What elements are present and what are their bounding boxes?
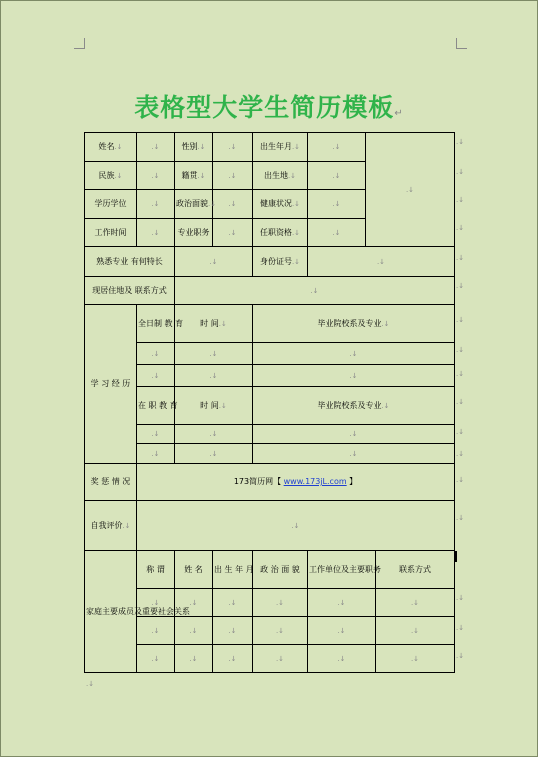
row-end-mark: .↓ xyxy=(456,450,465,458)
fulltime-1-time[interactable]: .↓ xyxy=(175,343,253,365)
value-political-status[interactable]: .↓ xyxy=(213,190,253,219)
family-2-contact[interactable]: .↓ xyxy=(376,617,455,645)
fulltime-2-time[interactable]: .↓ xyxy=(175,365,253,387)
row-end-mark: .↓ xyxy=(456,138,465,146)
fulltime-1-blank[interactable]: .↓ xyxy=(137,343,175,365)
row-end-mark: .↓ xyxy=(456,316,465,324)
row-family-3 xyxy=(85,645,455,673)
value-ethnicity[interactable]: .↓ xyxy=(137,162,175,190)
value-birth-date[interactable]: .↓ xyxy=(308,133,366,162)
label-degree: 学历学位 xyxy=(85,190,137,219)
header-political: 政 治 面 貌 xyxy=(253,551,308,589)
row-specialty xyxy=(85,247,455,277)
family-2-employer[interactable]: .↓ xyxy=(308,617,376,645)
row-fulltime-header xyxy=(85,305,455,343)
row-fulltime-1 xyxy=(85,343,455,365)
row-address xyxy=(85,277,455,305)
family-1-birth[interactable]: .↓ xyxy=(213,589,253,617)
resume-table xyxy=(84,132,455,673)
label-onjob-education: 在 职 教 育 xyxy=(137,387,175,425)
family-2-name[interactable]: .↓ xyxy=(175,617,213,645)
row-end-mark: .↓ xyxy=(456,370,465,378)
text-cursor xyxy=(455,551,457,562)
final-paragraph-mark: .↓ xyxy=(86,680,95,688)
document-title xyxy=(0,88,538,124)
header-employer: 工作单位及主要职务 xyxy=(308,551,376,589)
crop-mark-top-left xyxy=(74,38,85,49)
row-self-eval xyxy=(85,501,455,551)
onjob-1-blank[interactable]: .↓ xyxy=(137,425,175,444)
label-specialty: 熟悉专业 有何特长 xyxy=(85,247,175,277)
label-id-number: 身份证号.↓ xyxy=(253,247,308,277)
onjob-2-time[interactable]: .↓ xyxy=(175,444,253,464)
row-end-mark: .↓ xyxy=(456,652,465,660)
row-name xyxy=(85,133,455,162)
row-onjob-header xyxy=(85,387,455,425)
crop-mark-top-right xyxy=(456,38,467,49)
onjob-1-time[interactable]: .↓ xyxy=(175,425,253,444)
value-work-time[interactable]: .↓ xyxy=(137,219,175,247)
label-gender: 性别.↓ xyxy=(175,133,213,162)
row-end-mark: .↓ xyxy=(456,224,465,232)
label-fulltime-education: 全日制 教 育 xyxy=(137,305,175,343)
family-2-political[interactable]: .↓ xyxy=(253,617,308,645)
website-link[interactable]: www.173jL.com xyxy=(283,477,347,486)
family-2-relation[interactable]: .↓ xyxy=(137,617,175,645)
family-3-relation[interactable]: .↓ xyxy=(137,645,175,673)
value-professional-title[interactable]: .↓ xyxy=(213,219,253,247)
family-3-employer[interactable]: .↓ xyxy=(308,645,376,673)
label-birthplace: 出生地.↓ xyxy=(253,162,308,190)
label-ethnicity: 民族.↓ xyxy=(85,162,137,190)
label-qualification: 任职资格.↓ xyxy=(253,219,308,247)
header-school: 毕业院校系及专业.↓ xyxy=(253,305,455,343)
label-health: 健康状况.↓ xyxy=(253,190,308,219)
family-3-contact[interactable]: .↓ xyxy=(376,645,455,673)
label-political-status: 政治面貌.↓ xyxy=(175,190,213,219)
label-family: 家庭主要成员及重要社会关系 xyxy=(85,551,137,673)
header-relation: 称 谓 xyxy=(137,551,175,589)
value-qualification[interactable]: .↓ xyxy=(308,219,366,247)
row-end-mark: .↓ xyxy=(456,196,465,204)
family-1-contact[interactable]: .↓ xyxy=(376,589,455,617)
family-1-relation[interactable]: .↓ xyxy=(137,589,175,617)
label-self-evaluation: 自我评价.↓ xyxy=(85,501,137,551)
title-text: 表格型大学生简历模板 xyxy=(134,93,395,122)
row-end-mark: .↓ xyxy=(456,476,465,484)
row-end-mark: .↓ xyxy=(456,594,465,602)
family-3-name[interactable]: .↓ xyxy=(175,645,213,673)
header-family-name: 姓 名 xyxy=(175,551,213,589)
fulltime-2-blank[interactable]: .↓ xyxy=(137,365,175,387)
value-native-place[interactable]: .↓ xyxy=(213,162,253,190)
family-1-employer[interactable]: .↓ xyxy=(308,589,376,617)
family-2-birth[interactable]: .↓ xyxy=(213,617,253,645)
header-time-onjob: 时 间.↓ xyxy=(175,387,253,425)
paragraph-mark: ↵ xyxy=(394,108,404,119)
label-birth-date: 出生年月.↓ xyxy=(253,133,308,162)
value-awards: 173简历网【 www.173jL.com 】 xyxy=(137,464,455,501)
value-degree[interactable]: .↓ xyxy=(137,190,175,219)
row-end-mark: .↓ xyxy=(456,624,465,632)
row-end-mark: .↓ xyxy=(456,428,465,436)
family-1-name[interactable]: .↓ xyxy=(175,589,213,617)
label-name: 姓名.↓ xyxy=(85,133,137,162)
value-id-number[interactable]: .↓ xyxy=(308,247,455,277)
row-end-mark: .↓ xyxy=(456,282,465,290)
row-fulltime-2 xyxy=(85,365,455,387)
photo-cell[interactable]: .↓ xyxy=(366,133,455,247)
row-end-mark: .↓ xyxy=(456,254,465,262)
row-awards xyxy=(85,464,455,501)
label-work-time: 工作时间 xyxy=(85,219,137,247)
header-birth: 出 生 年 月 xyxy=(213,551,253,589)
label-awards: 奖 惩 情 况 xyxy=(85,464,137,501)
family-3-birth[interactable]: .↓ xyxy=(213,645,253,673)
row-onjob-2 xyxy=(85,444,455,464)
header-school-onjob: 毕业院校系及专业.↓ xyxy=(253,387,455,425)
value-birthplace[interactable]: .↓ xyxy=(308,162,366,190)
value-name[interactable]: .↓ xyxy=(137,133,175,162)
family-3-political[interactable]: .↓ xyxy=(253,645,308,673)
row-family-2 xyxy=(85,617,455,645)
label-professional-title: 专业职务 xyxy=(175,219,213,247)
fulltime-2-school[interactable]: .↓ xyxy=(253,365,455,387)
header-time: 时 间.↓ xyxy=(175,305,253,343)
value-gender[interactable]: .↓ xyxy=(213,133,253,162)
onjob-1-school[interactable]: .↓ xyxy=(253,425,455,444)
row-onjob-1 xyxy=(85,425,455,444)
row-end-mark: .↓ xyxy=(456,168,465,176)
family-1-political[interactable]: .↓ xyxy=(253,589,308,617)
onjob-2-blank[interactable]: .↓ xyxy=(137,444,175,464)
value-health[interactable]: .↓ xyxy=(308,190,366,219)
row-end-mark: .↓ xyxy=(456,346,465,354)
fulltime-1-school[interactable]: .↓ xyxy=(253,343,455,365)
header-contact: 联系方式 xyxy=(376,551,455,589)
label-address-contact: 现居住地及 联系方式 xyxy=(85,277,175,305)
value-self-evaluation[interactable]: .↓ xyxy=(137,501,455,551)
row-end-mark: .↓ xyxy=(456,398,465,406)
row-family-header xyxy=(85,551,455,589)
value-specialty[interactable]: .↓ xyxy=(175,247,253,277)
onjob-2-school[interactable]: .↓ xyxy=(253,444,455,464)
label-study-history: 学 习 经 历 xyxy=(85,305,137,464)
label-native-place: 籍贯.↓ xyxy=(175,162,213,190)
row-end-mark: .↓ xyxy=(456,514,465,522)
value-address-contact[interactable]: .↓ xyxy=(175,277,455,305)
